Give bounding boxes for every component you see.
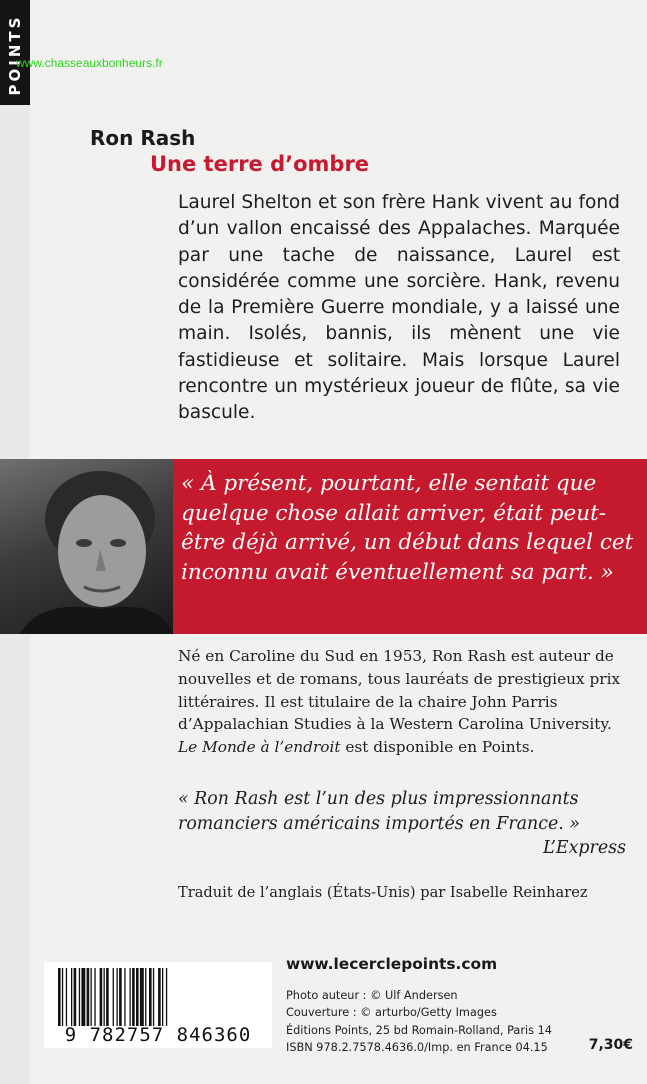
press-quote: « Ron Rash est l’un des plus impressionnants romanciers américains importés en France. » <box>178 789 580 834</box>
barcode-bar <box>79 968 80 1026</box>
barcode-bar <box>87 968 90 1026</box>
quote-band <box>0 459 647 634</box>
barcode-bar <box>124 968 125 1026</box>
barcode-bar <box>100 968 103 1026</box>
barcode-bar <box>136 968 139 1026</box>
barcode <box>44 962 272 1048</box>
barcode-bar <box>162 968 163 1026</box>
bio-book-suffix: est disponible en Points. <box>340 738 535 757</box>
excerpt-quote: « À présent, pourtant, elle sentait que quelque chose allait arriver, était peut-être déjà arrivé, un début dans lequel cet inconnu avait éventuellement sa part. » <box>181 471 634 585</box>
barcode-bar <box>71 968 72 1026</box>
watermark-url: www.chasseauxbonheurs.fr <box>16 56 163 70</box>
barcode-bar <box>104 968 105 1026</box>
barcode-bar <box>130 968 131 1026</box>
barcode-bar <box>149 968 152 1026</box>
barcode-bar <box>58 968 61 1026</box>
translator-credit: Traduit de l’anglais (États-Unis) par Isabelle Reinharez <box>178 884 588 901</box>
barcode-bar <box>132 968 135 1026</box>
barcode-bar <box>81 968 85 1026</box>
credit-publisher: Éditions Points, 25 bd Romain-Rolland, Paris 14 <box>286 1023 552 1037</box>
publisher-logo: POINTS <box>6 14 24 96</box>
bio-text: Né en Caroline du Sud en 1953, Ron Rash est auteur de nouvelles et de romans, tous lauréats de prestigieux prix littéraires. Il est titulaire de la chaire John Parris d’Appalachian Studies à la Western Carolina University. <box>178 647 621 734</box>
barcode-bar <box>106 968 109 1026</box>
author-name: Ron Rash <box>90 126 196 150</box>
barcode-bar <box>113 968 114 1026</box>
book-title: Une terre d’ombre <box>150 152 370 176</box>
credit-isbn: ISBN 978.2.7578.4636.0/Imp. en France 04.15 <box>286 1041 548 1055</box>
barcode-bar <box>94 968 95 1026</box>
bio-book-title: Le Monde à l’endroit <box>178 738 341 757</box>
barcode-bar <box>119 968 122 1026</box>
barcode-bar <box>153 968 154 1026</box>
credit-cover: Couverture : © arturbo/Getty Images <box>286 1006 497 1020</box>
author-portrait-icon <box>0 459 173 634</box>
barcode-bar <box>145 968 146 1026</box>
barcode-bar <box>91 968 92 1026</box>
credit-photo: Photo auteur : © Ulf Andersen <box>286 989 458 1002</box>
press-source: L’Express <box>543 838 626 858</box>
barcode-digits: 9 782757 846360 <box>64 1024 252 1046</box>
author-bio <box>178 645 623 759</box>
excerpt-box <box>173 459 647 634</box>
synopsis: Laurel Shelton et son frère Hank vivent au fond d’un vallon encaissé des Appalaches. Marquée par une tache de naissance, Laurel est considérée comme une sorcière. Hank, revenu de la Première Guerre mondiale, y a laissé une main. Isolés, bannis, ils mènent une vie fastidieuse et solitaire. Mais lorsque Laurel rencontre un mystérieux joueur de flûte, sa vie bascule. <box>178 192 620 424</box>
credits <box>286 987 576 1057</box>
barcode-bar <box>117 968 118 1026</box>
price: 7,30€ <box>588 1037 633 1053</box>
author-photo <box>0 459 173 634</box>
barcode-bars <box>58 968 258 1026</box>
publisher-website[interactable]: www.lecerclepoints.com <box>286 955 498 973</box>
barcode-bar <box>158 968 161 1026</box>
barcode-bar <box>62 968 63 1026</box>
barcode-bar <box>74 968 77 1026</box>
barcode-bar <box>140 968 144 1026</box>
barcode-bar <box>66 968 67 1026</box>
publisher-logo-block <box>0 0 30 105</box>
barcode-bar <box>166 968 167 1026</box>
